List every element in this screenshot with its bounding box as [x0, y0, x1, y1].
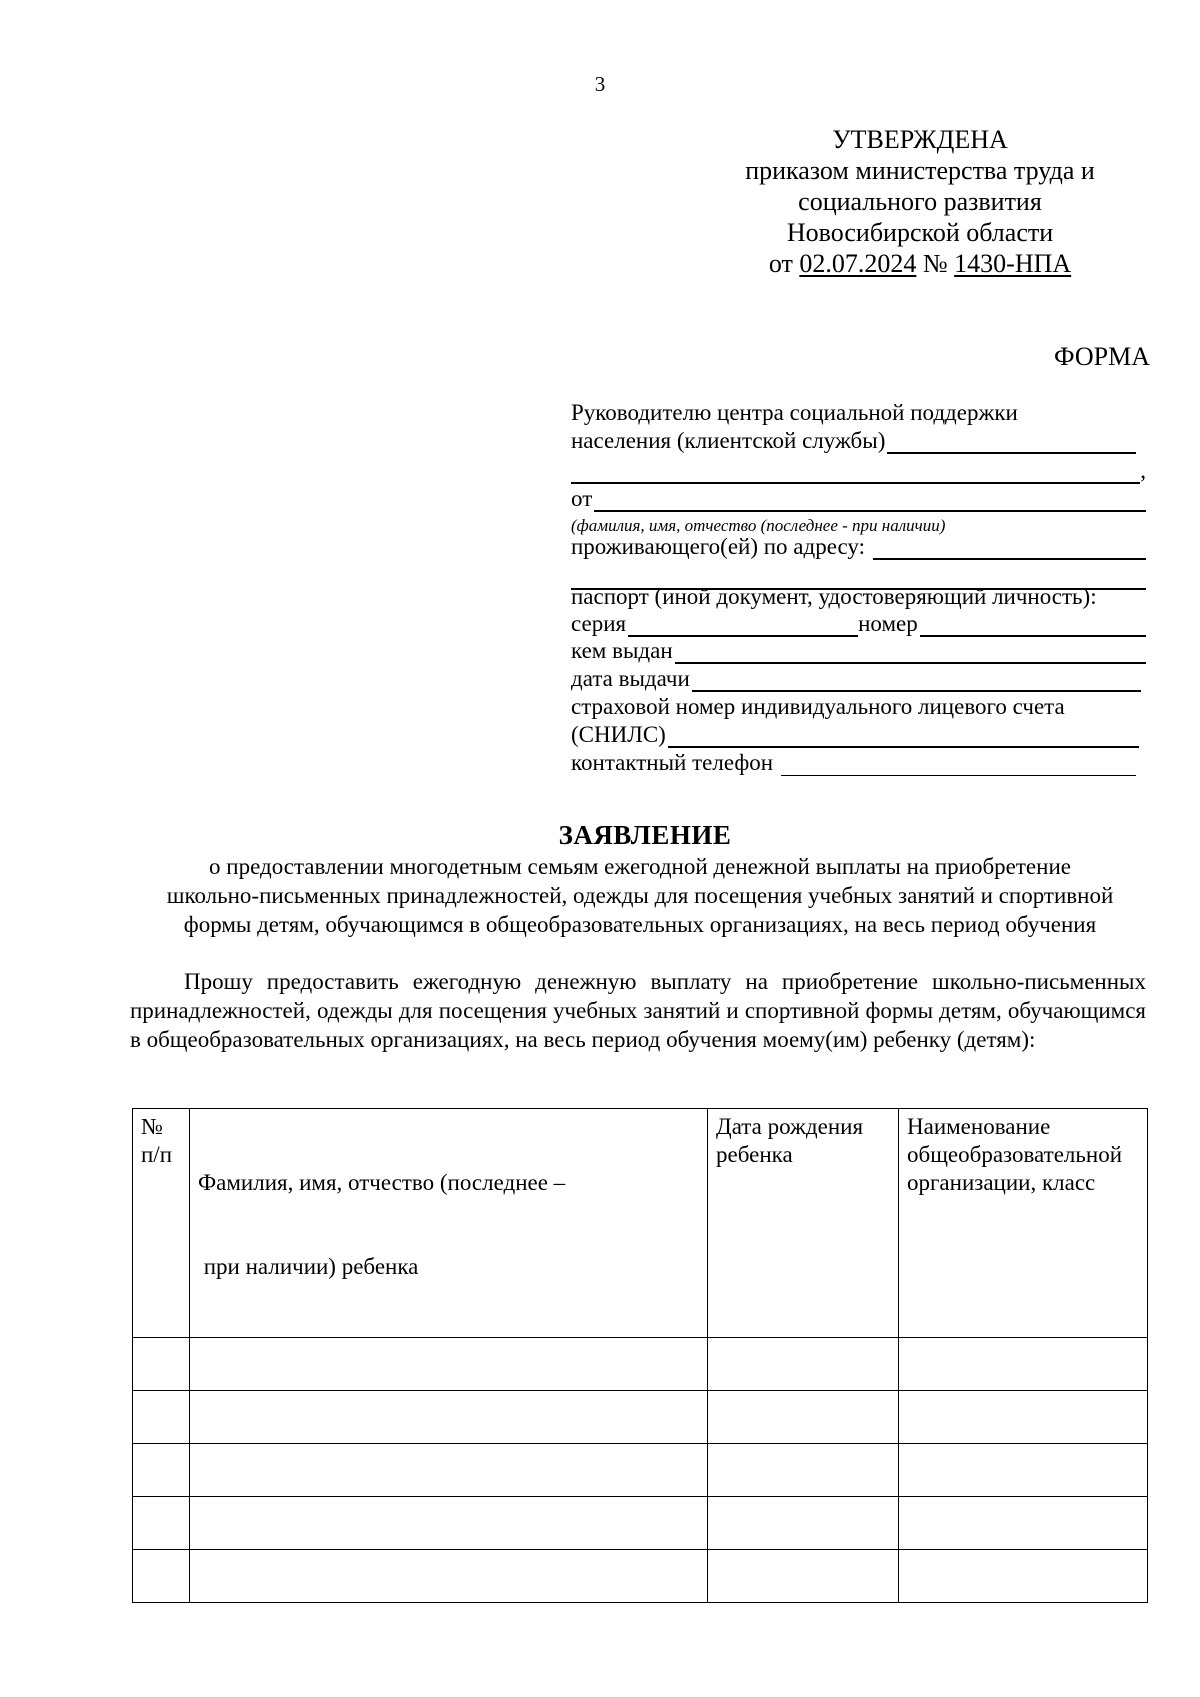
issued-by-label: кем выдан: [571, 638, 673, 663]
to-line1: Руководителю центра социальной поддержки: [571, 400, 1018, 425]
address-row: [571, 534, 1146, 560]
service-continued-row: [571, 458, 1146, 484]
issue-date-field[interactable]: [692, 670, 1141, 692]
approval-line2: приказом министерства труда и: [745, 156, 1095, 185]
table-row: [133, 1391, 1148, 1444]
request-paragraph: Прошу предоставить ежегодную денежную выплату на приобретение школьно-письменных принадлежностей, одежды для посещения учебных занятий и спортивной формы детям, обучающимся в общеобразовательных организациях, на весь период обучения моему(им) ребенку (детям):: [130, 969, 1146, 1052]
phone-label: контактный телефон: [571, 750, 774, 775]
cell-school[interactable]: [899, 1497, 1148, 1550]
issued-by-row: [571, 638, 1146, 664]
cell-number[interactable]: [133, 1444, 190, 1497]
to-line1-row: [571, 400, 1146, 426]
number-label: номер: [858, 611, 918, 636]
approval-number-sign: №: [922, 249, 948, 278]
cell-birthdate[interactable]: [708, 1444, 899, 1497]
statement-subtitle: [130, 852, 1150, 939]
applicant-name-field[interactable]: [594, 490, 1146, 512]
issue-date-label: дата выдачи: [571, 666, 690, 691]
address-label: проживающего(ей) по адресу:: [571, 534, 865, 559]
series-field[interactable]: [628, 615, 858, 637]
cell-birthdate[interactable]: [708, 1550, 899, 1603]
subtitle-line3: формы детям, обучающимся в общеобразовательных организациях, на весь период обучения: [183, 912, 1097, 937]
approval-line3: социального развития: [798, 187, 1042, 216]
table-row: [133, 1550, 1148, 1603]
series-number-row: [571, 611, 1146, 637]
snils-line1-row: [571, 694, 1146, 720]
issue-date-row: [571, 666, 1141, 692]
snils-label: (СНИЛС): [571, 722, 666, 747]
approval-line1: УТВЕРЖДЕНА: [832, 125, 1008, 154]
cell-school[interactable]: [899, 1550, 1148, 1603]
cell-birthdate[interactable]: [708, 1497, 899, 1550]
series-label: серия: [571, 611, 627, 636]
service-name-field-2[interactable]: [571, 462, 1140, 484]
comma: ,: [1140, 458, 1146, 483]
col-header-name: Фамилия, имя, отчество (последнее – при наличии) ребенка: [190, 1109, 708, 1338]
col-header-birthdate: Дата рождения ребенка: [708, 1109, 899, 1338]
passport-label: паспорт (иной документ, удостоверяющий личность):: [571, 584, 1097, 609]
number-field[interactable]: [920, 615, 1146, 637]
snils-field[interactable]: [668, 726, 1139, 748]
cell-name[interactable]: [190, 1550, 708, 1603]
cell-birthdate[interactable]: [708, 1338, 899, 1391]
approval-order: [690, 248, 1150, 279]
passport-row: [571, 584, 1146, 610]
table-row: [133, 1444, 1148, 1497]
cell-school[interactable]: [899, 1444, 1148, 1497]
approval-stamp: [690, 124, 1150, 279]
cell-number[interactable]: [133, 1497, 190, 1550]
cell-school[interactable]: [899, 1391, 1148, 1444]
subtitle-line2: школьно-письменных принадлежностей, одежды для посещения учебных занятий и спортивной: [166, 883, 1114, 908]
service-name-field[interactable]: [887, 432, 1136, 454]
approval-date: 02.07.2024: [799, 249, 917, 278]
col-header-number: № п/п: [133, 1109, 190, 1338]
cell-name[interactable]: [190, 1338, 708, 1391]
table-row: [133, 1497, 1148, 1550]
approval-number: 1430-НПА: [954, 249, 1072, 278]
cell-name[interactable]: [190, 1444, 708, 1497]
to-line2-row: [571, 428, 1136, 454]
statement-title: ЗАЯВЛЕНИЕ: [558, 820, 732, 850]
cell-name[interactable]: [190, 1497, 708, 1550]
snils-row: [571, 722, 1139, 748]
approval-prefix: от: [768, 249, 793, 278]
subtitle-line1: о предоставлении многодетным семьям ежегодной денежной выплаты на приобретение: [209, 854, 1071, 879]
from-label: от: [571, 486, 593, 511]
children-table: [132, 1108, 1148, 1603]
form-label: ФОРМА: [1054, 342, 1150, 371]
cell-number[interactable]: [133, 1550, 190, 1603]
to-line2: населения (клиентской службы): [571, 428, 886, 453]
table-row: [133, 1338, 1148, 1391]
cell-name[interactable]: [190, 1391, 708, 1444]
from-row: [571, 486, 1146, 512]
issued-by-field[interactable]: [675, 642, 1146, 664]
cell-number[interactable]: [133, 1391, 190, 1444]
cell-number[interactable]: [133, 1338, 190, 1391]
phone-field[interactable]: [781, 755, 1136, 776]
page-number: 3: [594, 72, 606, 96]
phone-row: [571, 750, 1136, 776]
col-header-school: Наименование общеобразовательной организации, класс: [899, 1109, 1148, 1338]
from-hint: (фамилия, имя, отчество (последнее - при наличии): [571, 516, 946, 535]
cell-birthdate[interactable]: [708, 1391, 899, 1444]
cell-school[interactable]: [899, 1338, 1148, 1391]
approval-line4: Новосибирской области: [786, 218, 1054, 247]
snils-line1: страховой номер индивидуального лицевого счета: [571, 694, 1065, 719]
table-header-row: [133, 1109, 1148, 1338]
address-field[interactable]: [873, 538, 1146, 560]
